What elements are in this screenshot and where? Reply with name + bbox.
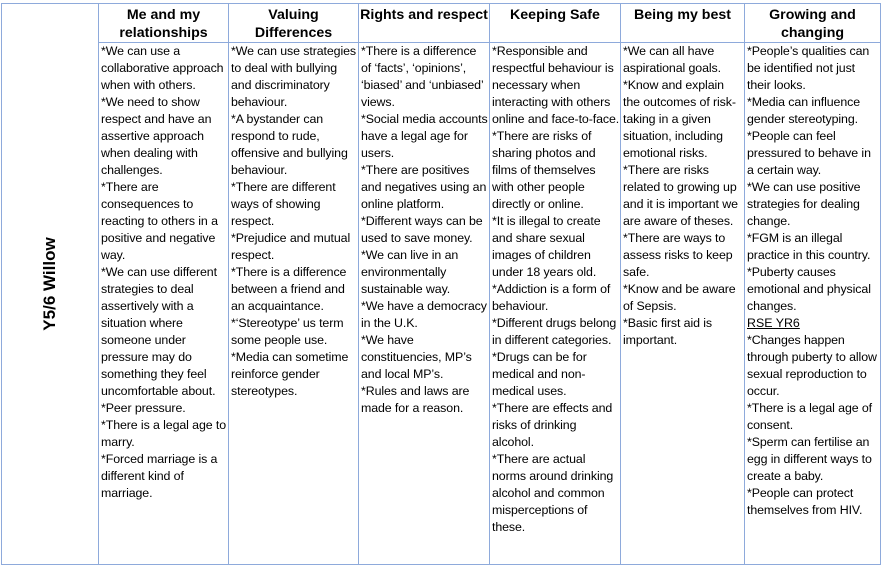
list-item: *We can use strategies to deal with bullying and discriminatory behaviour. [231, 44, 356, 109]
column-body-rights-and-respect [359, 43, 490, 565]
row-label-cell [2, 4, 99, 565]
column-title: Me and my relationships [119, 7, 208, 41]
list-item: *We have constituencies, MP’s and local MP’s. [361, 333, 472, 381]
list-item: *Social media accounts have a legal age for users. [361, 112, 488, 160]
list-item: *There are different ways of showing respect. [231, 180, 336, 228]
list-item: *We need to show respect and have an assertive approach when dealing with challenges. [101, 95, 212, 177]
column-body-me-and-my-relationships [99, 43, 229, 565]
list-item: *Changes happen through puberty to allow sexual reproduction to occur. [747, 333, 877, 398]
list-item: *Peer pressure. [101, 401, 186, 415]
column-body-growing-and-changing [745, 43, 881, 565]
list-item: *We have a democracy in the U.K. [361, 299, 487, 330]
list-item: *There is a legal age to marry. [101, 418, 227, 449]
list-item: *A bystander can respond to rude, offensive and bullying behaviour. [231, 112, 348, 177]
column-body-valuing-differences [229, 43, 359, 565]
column-title: Growing and changing [769, 7, 856, 41]
list-item: *Responsible and respectful behaviour is necessary when interacting with others online and face-to-face. [492, 44, 620, 126]
list-item: *It is illegal to create and share sexual images of children under 18 years old. [492, 214, 601, 279]
list-item: *There are risks of sharing photos and films of themselves with other people directly or online. [492, 129, 596, 211]
list-item: *There is a difference of ‘facts’, ‘opinions’, ‘biased’ and ‘unbiased’ views. [361, 44, 484, 109]
list-item: *There are effects and risks of drinking alcohol. [492, 401, 613, 449]
column-heading-being-my-best [621, 4, 745, 43]
column-heading-rights-and-respect [359, 4, 490, 43]
list-item: *Addiction is a form of behaviour. [492, 282, 611, 313]
column-heading-growing-and-changing [745, 4, 881, 43]
list-item: *Basic first aid is important. [623, 316, 712, 347]
list-item: *Different ways can be used to save money. [361, 214, 483, 245]
list-item: *There is a difference between a friend and an acquaintance. [231, 265, 347, 313]
column-title: Being my best [634, 7, 731, 23]
subheading-rse-yr6: RSE YR6 [747, 316, 800, 330]
list-item: *‘Stereotype’ us term some people use. [231, 316, 344, 347]
list-item: *Know and explain the outcomes of risk-taking in a given situation, including emotional risks. [623, 78, 736, 160]
list-item: *There are risks related to growing up and it is important we are aware of theses. [623, 163, 738, 228]
list-item: *People can protect themselves from HIV. [747, 486, 863, 517]
column-body-being-my-best [621, 43, 745, 565]
list-item: *There are consequences to reacting to others in a positive and negative way. [101, 180, 218, 262]
list-item: *We can all have aspirational goals. [623, 44, 721, 75]
list-item: *Media can sometime reinforce gender stereotypes. [231, 350, 349, 398]
list-item: *FGM is an illegal practice in this country. [747, 231, 871, 262]
column-body-keeping-safe [490, 43, 621, 565]
column-heading-valuing-differences [229, 4, 359, 43]
list-item: *Media can influence gender stereotyping. [747, 95, 861, 126]
list-item: *We can live in an environmentally sustainable way. [361, 248, 459, 296]
list-item: *We can use a collaborative approach when with others. [101, 44, 224, 92]
column-title: Rights and respect [360, 7, 488, 23]
list-item: *Drugs can be for medical and non-medical uses. [492, 350, 587, 398]
column-heading-me-and-my-relationships [99, 4, 229, 43]
list-item: *Puberty causes emotional and physical changes. [747, 265, 871, 313]
column-title: Valuing Differences [254, 7, 333, 41]
list-item: *Know and be aware of Sepsis. [623, 282, 736, 313]
list-item: *Different drugs belong in different categories. [492, 316, 617, 347]
curriculum-table [1, 3, 881, 565]
list-item: *There is a legal age of consent. [747, 401, 873, 432]
list-item: *Prejudice and mutual respect. [231, 231, 351, 262]
row-label: Y5/6 Willow [40, 237, 59, 331]
list-item: *There are actual norms around drinking alcohol and common misperceptions of these. [492, 452, 614, 534]
list-item: *We can use different strategies to deal assertively with a situation where someone under pressure may do something they feel uncomfortable about. [101, 265, 217, 398]
column-heading-keeping-safe [490, 4, 621, 43]
list-item: *We can use positive strategies for dealing change. [747, 180, 861, 228]
column-title: Keeping Safe [510, 7, 600, 23]
list-item: *Forced marriage is a different kind of marriage. [101, 452, 218, 500]
list-item: *Sperm can fertilise an egg in different ways to create a baby. [747, 435, 872, 483]
list-item: *People can feel pressured to behave in a certain way. [747, 129, 871, 177]
list-item: *People’s qualities can be identified not just their looks. [747, 44, 870, 92]
list-item: *There are positives and negatives using an online platform. [361, 163, 487, 211]
list-item: *There are ways to assess risks to keep safe. [623, 231, 733, 279]
list-item: *Rules and laws are made for a reason. [361, 384, 470, 415]
